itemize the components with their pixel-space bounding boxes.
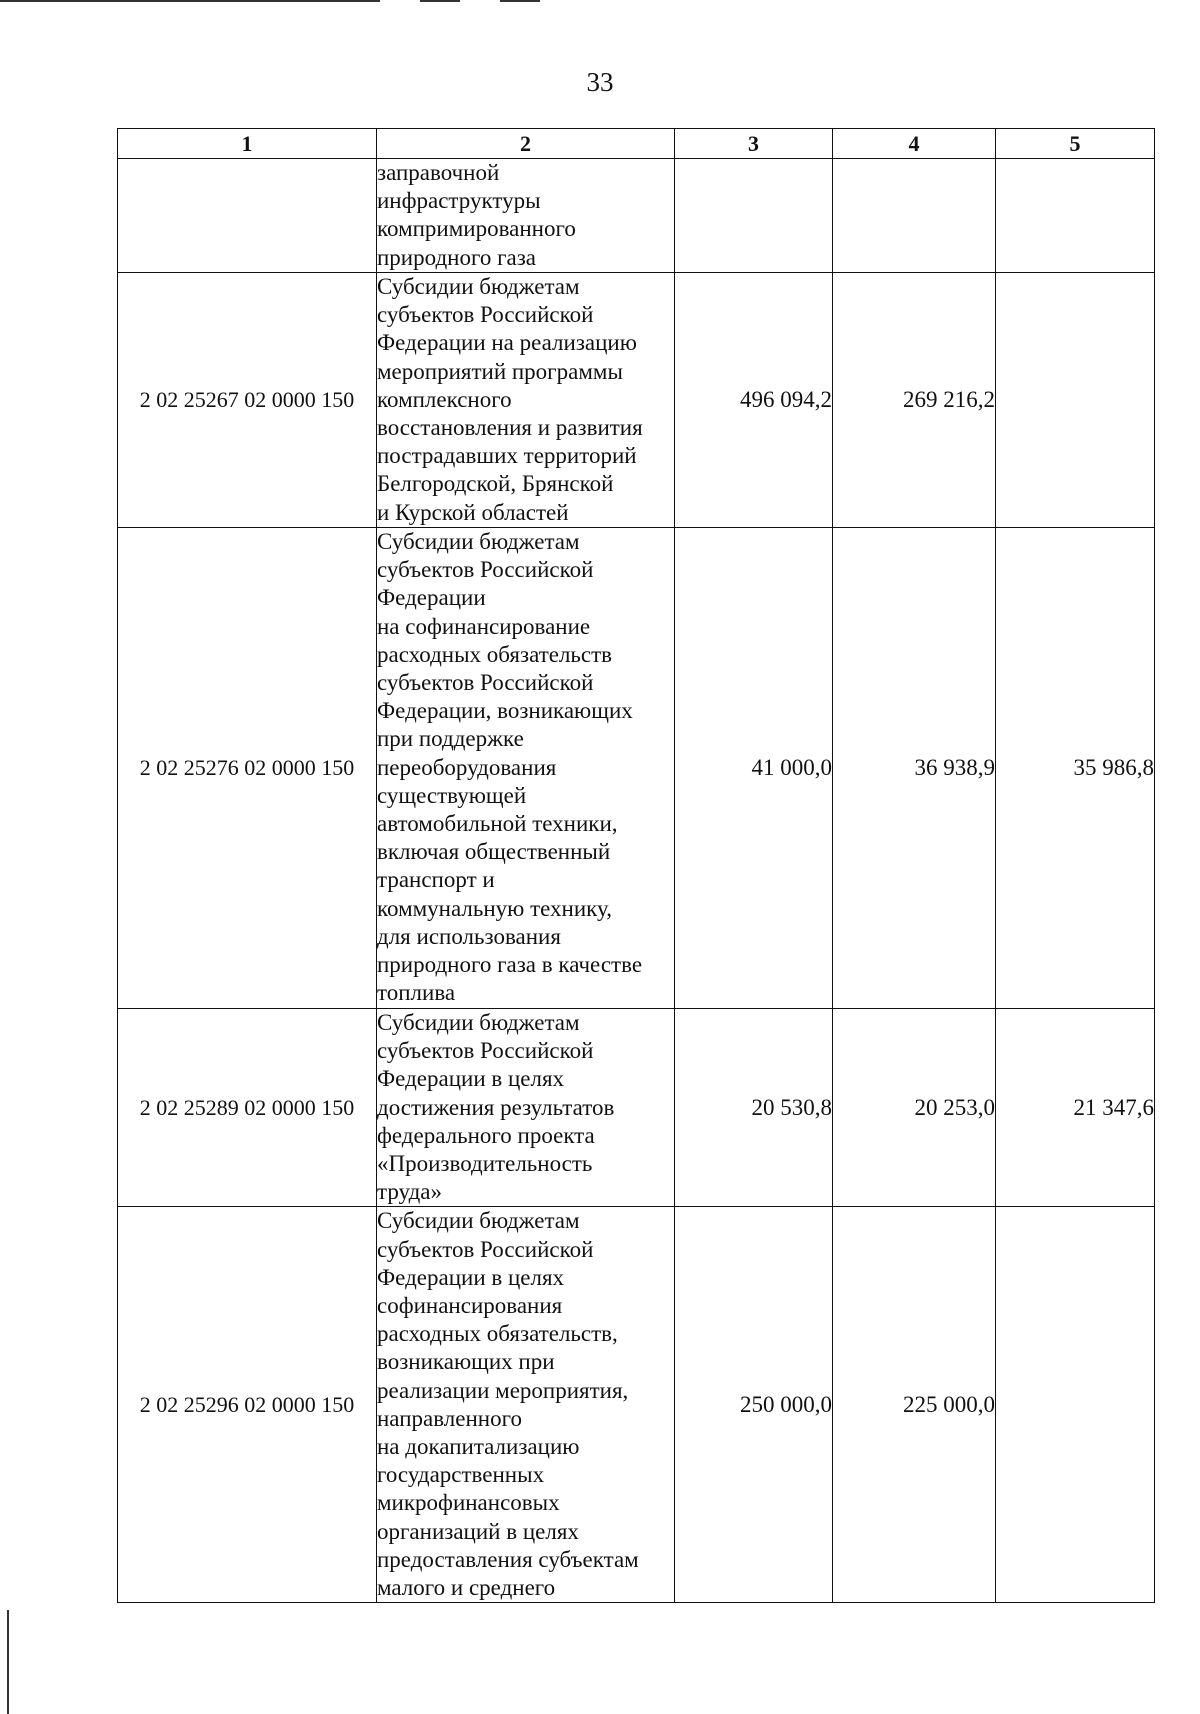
row-col5-cell: 35 986,8 bbox=[996, 528, 1155, 1009]
row-name-cell: Субсидии бюджетам субъектов Российской Федерации в целях достижения результатов федерального проекта «Производительность труда» bbox=[377, 1009, 675, 1207]
scan-artifact-left-edge bbox=[7, 1610, 9, 1714]
column-header-2: 2 bbox=[377, 129, 675, 159]
budget-table bbox=[117, 128, 1155, 1603]
table-row bbox=[118, 273, 1155, 528]
row-col3-cell: 20 530,8 bbox=[675, 1009, 833, 1207]
row-code-cell: 2 02 25276 02 0000 150 bbox=[118, 528, 377, 1009]
row-col4-cell: 36 938,9 bbox=[833, 528, 996, 1009]
row-col5-cell bbox=[996, 159, 1155, 273]
table-header-row bbox=[118, 129, 1155, 159]
row-name-cell: Субсидии бюджетам субъектов Российской Федерации на софинансирование расходных обязательств субъектов Российской Федерации, возникающих при поддержке переоборудования существующей автомобильной техники, включая общественный транспорт и коммунальную технику, для использования природного газа в качестве топлива bbox=[377, 528, 675, 1009]
scan-artifact-top-line bbox=[420, 0, 460, 2]
row-name-cell: Субсидии бюджетам субъектов Российской Федерации на реализацию мероприятий программы комплексного восстановления и развития пострадавших территорий Белгородской, Брянской и Курской областей bbox=[377, 273, 675, 528]
row-col4-cell: 225 000,0 bbox=[833, 1207, 996, 1603]
column-header-5: 5 bbox=[996, 129, 1155, 159]
table-row bbox=[118, 1009, 1155, 1207]
row-code-cell bbox=[118, 159, 377, 273]
row-col5-cell: 21 347,6 bbox=[996, 1009, 1155, 1207]
row-code-cell: 2 02 25289 02 0000 150 bbox=[118, 1009, 377, 1207]
row-code-cell: 2 02 25267 02 0000 150 bbox=[118, 273, 377, 528]
page-number: 33 bbox=[586, 67, 614, 97]
row-col4-cell: 269 216,2 bbox=[833, 273, 996, 528]
scan-artifact-top-line bbox=[500, 0, 540, 2]
table-row bbox=[118, 159, 1155, 273]
column-header-4: 4 bbox=[833, 129, 996, 159]
row-col3-cell: 41 000,0 bbox=[675, 528, 833, 1009]
row-col5-cell bbox=[996, 273, 1155, 528]
table-row bbox=[118, 1207, 1155, 1603]
row-name-cell: Субсидии бюджетам субъектов Российской Федерации в целях софинансирования расходных обязательств, возникающих при реализации мероприятия, направленного на докапитализацию государственных микрофинансовых организаций в целях предоставления субъектам малого и среднего bbox=[377, 1207, 675, 1603]
row-col4-cell bbox=[833, 159, 996, 273]
row-col3-cell bbox=[675, 159, 833, 273]
row-name-cell: заправочной инфраструктуры компримированного природного газа bbox=[377, 159, 675, 273]
scan-artifact-top-line bbox=[0, 0, 380, 2]
row-col4-cell: 20 253,0 bbox=[833, 1009, 996, 1207]
column-header-1: 1 bbox=[118, 129, 377, 159]
row-code-cell: 2 02 25296 02 0000 150 bbox=[118, 1207, 377, 1603]
row-col3-cell: 250 000,0 bbox=[675, 1207, 833, 1603]
column-header-3: 3 bbox=[675, 129, 833, 159]
row-col3-cell: 496 094,2 bbox=[675, 273, 833, 528]
row-col5-cell bbox=[996, 1207, 1155, 1603]
table-row bbox=[118, 528, 1155, 1009]
